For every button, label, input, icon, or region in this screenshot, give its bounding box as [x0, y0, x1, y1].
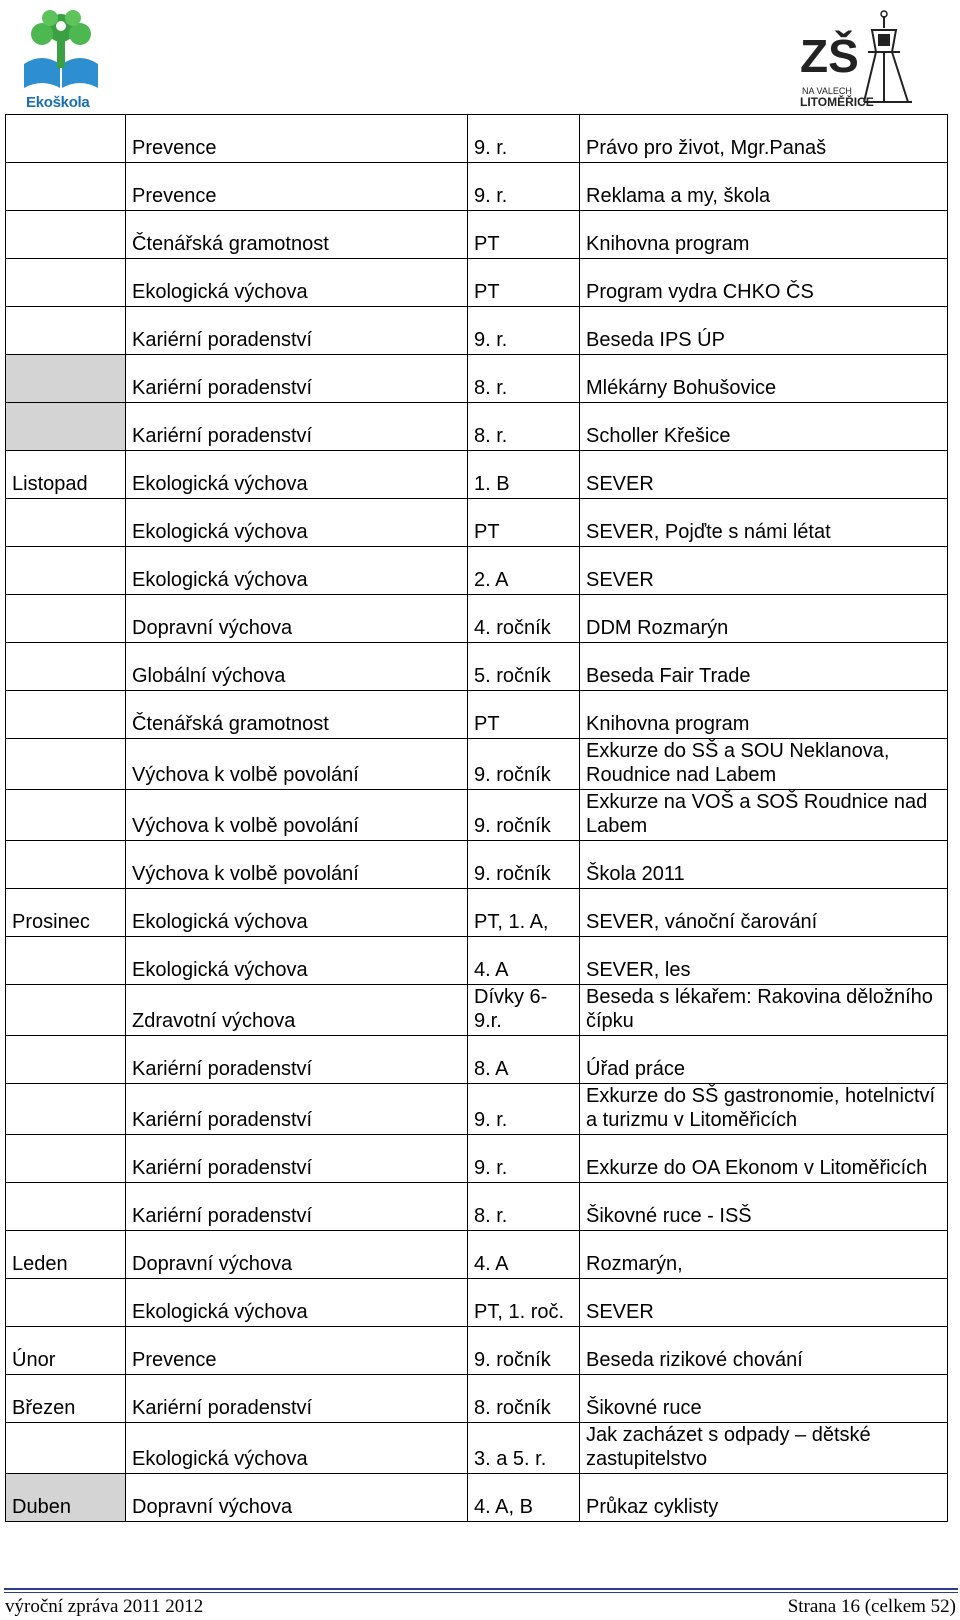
- area-cell: Výchova k volbě povolání: [126, 841, 468, 889]
- month-cell: [6, 355, 126, 403]
- grade-cell: PT, 1. roč.: [468, 1279, 580, 1327]
- area-cell: Prevence: [126, 163, 468, 211]
- grade-cell: PT, 1. A,: [468, 889, 580, 937]
- month-cell: [6, 739, 126, 790]
- month-cell: [6, 1135, 126, 1183]
- table-row: [6, 1036, 948, 1084]
- table-row: [6, 163, 948, 211]
- table-row: [6, 1231, 948, 1279]
- month-cell: [6, 163, 126, 211]
- footer-divider: [4, 1588, 958, 1590]
- month-cell: [6, 1423, 126, 1474]
- grade-cell: 4. A: [468, 937, 580, 985]
- action-cell: SEVER: [580, 547, 948, 595]
- table-row: [6, 937, 948, 985]
- month-cell: [6, 1183, 126, 1231]
- school-logo: [792, 8, 950, 112]
- area-cell: Prevence: [126, 115, 468, 163]
- month-cell: [6, 1036, 126, 1084]
- grade-cell: 9. ročník: [468, 1327, 580, 1375]
- action-cell: SEVER: [580, 1279, 948, 1327]
- grade-cell: 9. r.: [468, 1135, 580, 1183]
- area-cell: Kariérní poradenství: [126, 1084, 468, 1135]
- action-cell: Beseda s lékařem: Rakovina děložního čípku: [580, 985, 948, 1036]
- month-cell: [6, 307, 126, 355]
- grade-cell: 9. r.: [468, 115, 580, 163]
- grade-cell: 9. ročník: [468, 841, 580, 889]
- area-cell: Dopravní výchova: [126, 1231, 468, 1279]
- grade-cell: PT: [468, 259, 580, 307]
- svg-text:NA VALECH: NA VALECH: [802, 86, 852, 96]
- table-row: [6, 451, 948, 499]
- month-cell: [6, 499, 126, 547]
- grade-cell: 9. ročník: [468, 739, 580, 790]
- area-cell: Ekologická výchova: [126, 1423, 468, 1474]
- action-cell: SEVER, vánoční čarování: [580, 889, 948, 937]
- area-cell: Kariérní poradenství: [126, 403, 468, 451]
- month-cell: [6, 790, 126, 841]
- grade-cell: 8. r.: [468, 1183, 580, 1231]
- month-cell: [6, 841, 126, 889]
- area-cell: Ekologická výchova: [126, 937, 468, 985]
- month-cell: [6, 937, 126, 985]
- action-cell: Reklama a my, škola: [580, 163, 948, 211]
- grade-cell: 8. A: [468, 1036, 580, 1084]
- area-cell: Zdravotní výchova: [126, 985, 468, 1036]
- area-cell: Globální výchova: [126, 643, 468, 691]
- grade-cell: PT: [468, 211, 580, 259]
- table-row: [6, 211, 948, 259]
- grade-cell: 8. ročník: [468, 1375, 580, 1423]
- area-cell: Výchova k volbě povolání: [126, 790, 468, 841]
- action-cell: Jak zacházet s odpady – dětské zastupitelstvo: [580, 1423, 948, 1474]
- month-cell: [6, 1084, 126, 1135]
- area-cell: Ekologická výchova: [126, 1279, 468, 1327]
- area-cell: Kariérní poradenství: [126, 1183, 468, 1231]
- month-cell: Březen: [6, 1375, 126, 1423]
- school-crest-icon: [792, 8, 950, 112]
- action-cell: Šikovné ruce: [580, 1375, 948, 1423]
- area-cell: Dopravní výchova: [126, 1474, 468, 1522]
- month-cell: [6, 643, 126, 691]
- table-row: [6, 1375, 948, 1423]
- grade-cell: 9. r.: [468, 307, 580, 355]
- tree-book-icon: [20, 8, 102, 94]
- action-cell: Knihovna program: [580, 691, 948, 739]
- month-cell: Duben: [6, 1474, 126, 1522]
- area-cell: Ekologická výchova: [126, 451, 468, 499]
- table-row: [6, 985, 948, 1036]
- ekoskola-logo: [20, 8, 102, 112]
- table-row: [6, 1135, 948, 1183]
- area-cell: Kariérní poradenství: [126, 1375, 468, 1423]
- table-row: [6, 115, 948, 163]
- action-cell: Beseda Fair Trade: [580, 643, 948, 691]
- table-row: [6, 889, 948, 937]
- grade-cell: PT: [468, 691, 580, 739]
- month-cell: [6, 691, 126, 739]
- area-cell: Ekologická výchova: [126, 547, 468, 595]
- grade-cell: Dívky 6-9.r.: [468, 985, 580, 1036]
- table-row: [6, 1474, 948, 1522]
- grade-cell: 9. r.: [468, 163, 580, 211]
- grade-cell: 8. r.: [468, 355, 580, 403]
- area-cell: Čtenářská gramotnost: [126, 691, 468, 739]
- table-row: [6, 547, 948, 595]
- footer-divider-thin: [4, 1592, 958, 1593]
- action-cell: SEVER, Pojďte s námi létat: [580, 499, 948, 547]
- action-cell: Rozmarýn,: [580, 1231, 948, 1279]
- grade-cell: PT: [468, 499, 580, 547]
- action-cell: Průkaz cyklisty: [580, 1474, 948, 1522]
- month-cell: [6, 211, 126, 259]
- action-cell: Exkurze do SŠ gastronomie, hotelnictví a turizmu v Litoměřicích: [580, 1084, 948, 1135]
- table-row: [6, 499, 948, 547]
- grade-cell: 4. A, B: [468, 1474, 580, 1522]
- area-cell: Prevence: [126, 1327, 468, 1375]
- grade-cell: 3. a 5. r.: [468, 1423, 580, 1474]
- action-cell: Knihovna program: [580, 211, 948, 259]
- footer-report-title: výroční zpráva 2011 2012: [5, 1596, 204, 1617]
- activities-table: [5, 114, 948, 1522]
- action-cell: Exkurze do OA Ekonom v Litoměřicích: [580, 1135, 948, 1183]
- month-cell: [6, 259, 126, 307]
- table-row: [6, 739, 948, 790]
- area-cell: Kariérní poradenství: [126, 355, 468, 403]
- area-cell: Kariérní poradenství: [126, 1135, 468, 1183]
- action-cell: DDM Rozmarýn: [580, 595, 948, 643]
- action-cell: Šikovné ruce - ISŠ: [580, 1183, 948, 1231]
- area-cell: Čtenářská gramotnost: [126, 211, 468, 259]
- table-row: [6, 1084, 948, 1135]
- grade-cell: 4. ročník: [468, 595, 580, 643]
- table-row: [6, 1327, 948, 1375]
- action-cell: Exkurze na VOŠ a SOŠ Roudnice nad Labem: [580, 790, 948, 841]
- table-row: [6, 1423, 948, 1474]
- action-cell: Právo pro život, Mgr.Panaš: [580, 115, 948, 163]
- area-cell: Kariérní poradenství: [126, 307, 468, 355]
- table-row: [6, 691, 948, 739]
- grade-cell: 8. r.: [468, 403, 580, 451]
- month-cell: [6, 547, 126, 595]
- area-cell: Ekologická výchova: [126, 499, 468, 547]
- month-cell: Listopad: [6, 451, 126, 499]
- grade-cell: 4. A: [468, 1231, 580, 1279]
- grade-cell: 1. B: [468, 451, 580, 499]
- table-row: [6, 403, 948, 451]
- ekoskola-logo-text: Ekoškola: [26, 94, 90, 111]
- action-cell: Scholler Křešice: [580, 403, 948, 451]
- month-cell: Leden: [6, 1231, 126, 1279]
- area-cell: Ekologická výchova: [126, 889, 468, 937]
- action-cell: Škola 2011: [580, 841, 948, 889]
- action-cell: SEVER, les: [580, 937, 948, 985]
- table-row: [6, 841, 948, 889]
- month-cell: [6, 403, 126, 451]
- table-row: [6, 355, 948, 403]
- grade-cell: 5. ročník: [468, 643, 580, 691]
- action-cell: Beseda rizikové chování: [580, 1327, 948, 1375]
- month-cell: Prosinec: [6, 889, 126, 937]
- action-cell: Mlékárny Bohušovice: [580, 355, 948, 403]
- grade-cell: 9. r.: [468, 1084, 580, 1135]
- area-cell: Ekologická výchova: [126, 259, 468, 307]
- action-cell: Úřad práce: [580, 1036, 948, 1084]
- table-row: [6, 1279, 948, 1327]
- table-row: [6, 790, 948, 841]
- action-cell: Beseda IPS ÚP: [580, 307, 948, 355]
- grade-cell: 9. ročník: [468, 790, 580, 841]
- table-row: [6, 307, 948, 355]
- svg-text:ZŠ: ZŠ: [800, 30, 859, 82]
- table-row: [6, 259, 948, 307]
- grade-cell: 2. A: [468, 547, 580, 595]
- table-row: [6, 643, 948, 691]
- area-cell: Dopravní výchova: [126, 595, 468, 643]
- area-cell: Výchova k volbě povolání: [126, 739, 468, 790]
- month-cell: [6, 115, 126, 163]
- svg-text:LITOMĚŘICE: LITOMĚŘICE: [800, 95, 874, 109]
- month-cell: Únor: [6, 1327, 126, 1375]
- month-cell: [6, 1279, 126, 1327]
- area-cell: Kariérní poradenství: [126, 1036, 468, 1084]
- table-row: [6, 595, 948, 643]
- table-row: [6, 1183, 948, 1231]
- month-cell: [6, 595, 126, 643]
- month-cell: [6, 985, 126, 1036]
- action-cell: SEVER: [580, 451, 948, 499]
- action-cell: Exkurze do SŠ a SOU Neklanova, Roudnice nad Labem: [580, 739, 948, 790]
- footer-page-number: Strana 16 (celkem 52): [787, 1596, 956, 1617]
- action-cell: Program vydra CHKO ČS: [580, 259, 948, 307]
